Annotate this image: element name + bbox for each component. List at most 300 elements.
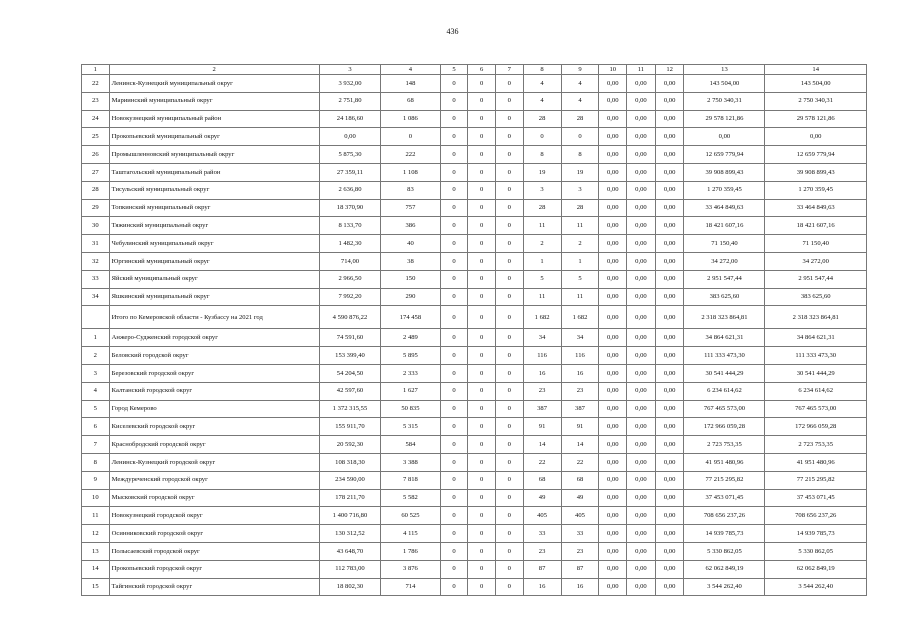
table-cell-col-6: 0 [468, 489, 496, 507]
table-cell-col-8: 1 [523, 252, 561, 270]
table-cell-col-3: 4 590 876,22 [319, 306, 380, 329]
table-cell-col-8: 14 [523, 436, 561, 454]
table-cell-col-2: Тайгинский городской округ [109, 578, 319, 596]
table-cell-col-2: Тисульский муниципальный округ [109, 181, 319, 199]
table-cell-col-10: 0,00 [599, 560, 627, 578]
table-cell-col-8: 405 [523, 507, 561, 525]
table-row [82, 418, 867, 436]
table-cell-col-5: 0 [440, 306, 468, 329]
table-cell-col-7: 0 [495, 400, 523, 418]
table-cell-col-13: 14 939 785,73 [684, 525, 765, 543]
table-cell-col-7: 0 [495, 364, 523, 382]
table-cell-col-9: 1 [561, 252, 599, 270]
table-cell-col-4: 584 [381, 436, 440, 454]
table-cell-col-10: 0,00 [599, 163, 627, 181]
table-cell-col-7: 0 [495, 525, 523, 543]
data-table [81, 64, 867, 596]
table-cell-col-4: 714 [381, 578, 440, 596]
table-cell-col-4: 4 [381, 65, 440, 75]
table-cell-col-13: 2 750 340,31 [684, 92, 765, 110]
table-cell-col-13: 33 464 849,63 [684, 199, 765, 217]
table-cell-col-5: 0 [440, 128, 468, 146]
table-cell-col-14: 34 864 621,31 [765, 329, 867, 347]
table-cell-col-10: 0,00 [599, 329, 627, 347]
table-cell-col-14: 111 333 473,30 [765, 347, 867, 365]
table-cell-col-10: 0,00 [599, 578, 627, 596]
table-cell-col-10: 0,00 [599, 288, 627, 306]
table-cell-col-14: 14 [765, 65, 867, 75]
table-cell-col-8: 28 [523, 199, 561, 217]
table-cell-col-2: Краснобродский городской округ [109, 436, 319, 454]
table-cell-col-9: 49 [561, 489, 599, 507]
table-cell-col-10: 0,00 [599, 507, 627, 525]
page-number: 436 [446, 27, 459, 36]
table-cell-col-4: 5 895 [381, 347, 440, 365]
table-cell-col-12: 0,00 [655, 288, 684, 306]
table-cell-col-14: 5 330 862,05 [765, 542, 867, 560]
table-cell-col-14: 29 578 121,86 [765, 110, 867, 128]
table-cell-col-3: 155 911,70 [319, 418, 380, 436]
table-row [82, 329, 867, 347]
table-cell-col-2: Тяжинский муниципальный округ [109, 217, 319, 235]
table-cell-col-5: 0 [440, 347, 468, 365]
table-cell-col-5: 0 [440, 525, 468, 543]
table-cell-col-14: 0,00 [765, 128, 867, 146]
table-cell-col-7: 0 [495, 489, 523, 507]
table-cell-col-11: 0,00 [627, 110, 656, 128]
table-cell-col-3: 1 482,30 [319, 235, 380, 253]
table-cell-col-14: 77 215 295,82 [765, 471, 867, 489]
table-cell-col-12: 0,00 [655, 199, 684, 217]
table-cell-col-5: 0 [440, 578, 468, 596]
table-cell-col-13: 71 150,40 [684, 235, 765, 253]
table-cell-col-9: 9 [561, 65, 599, 75]
table-cell-col-8: 11 [523, 217, 561, 235]
table-cell-col-11: 0,00 [627, 235, 656, 253]
table-cell-col-11: 0,00 [627, 329, 656, 347]
table-cell-col-7: 0 [495, 110, 523, 128]
table-cell-col-3: 74 591,60 [319, 329, 380, 347]
table-cell-col-1: 33 [82, 270, 110, 288]
table-row [82, 235, 867, 253]
table-cell-col-14: 708 656 237,26 [765, 507, 867, 525]
table-cell-col-12: 0,00 [655, 382, 684, 400]
table-row [82, 270, 867, 288]
table-cell-col-7: 0 [495, 163, 523, 181]
table-cell-col-3: 1 400 716,80 [319, 507, 380, 525]
table-cell-col-9: 19 [561, 163, 599, 181]
table-cell-col-11: 0,00 [627, 270, 656, 288]
table-cell-col-2: Междуреченский городской округ [109, 471, 319, 489]
table-row [82, 288, 867, 306]
table-cell-col-11: 0,00 [627, 525, 656, 543]
table-cell-col-14: 41 951 480,96 [765, 453, 867, 471]
table-cell-col-13: 39 908 899,43 [684, 163, 765, 181]
table-cell-col-12: 0,00 [655, 400, 684, 418]
table-cell-col-5: 0 [440, 110, 468, 128]
table-cell-col-1: 1 [82, 65, 110, 75]
table-cell-col-13: 383 625,60 [684, 288, 765, 306]
table-cell-col-1: 27 [82, 163, 110, 181]
table-cell-col-10: 0,00 [599, 217, 627, 235]
table-cell-col-8: 33 [523, 525, 561, 543]
table-row [82, 436, 867, 454]
table-cell-col-5: 0 [440, 471, 468, 489]
table-cell-col-10: 0,00 [599, 75, 627, 93]
table-cell-col-4: 1 108 [381, 163, 440, 181]
table-cell-col-8: 8 [523, 146, 561, 164]
table-cell-col-4: 60 525 [381, 507, 440, 525]
table-cell-col-3: 43 648,70 [319, 542, 380, 560]
table-cell-col-2: Прокопьевский муниципальный округ [109, 128, 319, 146]
table-cell-col-12: 0,00 [655, 270, 684, 288]
table-cell-col-14: 172 966 059,28 [765, 418, 867, 436]
table-cell-col-11: 0,00 [627, 453, 656, 471]
table-cell-col-8: 4 [523, 92, 561, 110]
table-cell-col-6: 0 [468, 181, 496, 199]
table-cell-col-5: 0 [440, 489, 468, 507]
table-cell-col-9: 14 [561, 436, 599, 454]
table-cell-col-7: 0 [495, 436, 523, 454]
table-cell-col-9: 28 [561, 110, 599, 128]
table-cell-col-12: 0,00 [655, 235, 684, 253]
table-cell-col-9: 91 [561, 418, 599, 436]
table-cell-col-13: 2 951 547,44 [684, 270, 765, 288]
table-cell-col-13: 18 421 607,16 [684, 217, 765, 235]
table-cell-col-14: 34 272,00 [765, 252, 867, 270]
table-cell-col-5: 0 [440, 364, 468, 382]
table-cell-col-12: 0,00 [655, 436, 684, 454]
table-cell-col-2: Анжеро-Судженский городской округ [109, 329, 319, 347]
table-row [82, 382, 867, 400]
table-cell-col-10: 0,00 [599, 252, 627, 270]
table-cell-col-11: 0,00 [627, 306, 656, 329]
table-cell-col-1: 12 [82, 525, 110, 543]
table-cell-col-8: 34 [523, 329, 561, 347]
table-cell-col-10: 10 [599, 65, 627, 75]
table-cell-col-8: 87 [523, 560, 561, 578]
table-cell-col-4: 3 388 [381, 453, 440, 471]
table-cell-col-14: 2 723 753,35 [765, 436, 867, 454]
table-cell-col-9: 3 [561, 181, 599, 199]
table-cell-col-4: 1 786 [381, 542, 440, 560]
table-cell-col-13: 111 333 473,30 [684, 347, 765, 365]
table-cell-col-9: 5 [561, 270, 599, 288]
table-cell-col-13: 1 270 359,45 [684, 181, 765, 199]
table-cell-col-10: 0,00 [599, 436, 627, 454]
table-cell-col-14: 383 625,60 [765, 288, 867, 306]
table-row [82, 181, 867, 199]
table-cell-col-1: 5 [82, 400, 110, 418]
table-cell-col-1: 9 [82, 471, 110, 489]
table-cell-col-2: Яшкинский муниципальный округ [109, 288, 319, 306]
table-cell-col-7: 7 [495, 65, 523, 75]
table-cell-col-2: Полысаевский городской округ [109, 542, 319, 560]
table-cell-col-14: 2 750 340,31 [765, 92, 867, 110]
table-cell-col-4: 7 818 [381, 471, 440, 489]
table-cell-col-5: 0 [440, 507, 468, 525]
table-cell-col-8: 22 [523, 453, 561, 471]
table-cell-col-9: 1 682 [561, 306, 599, 329]
table-cell-col-11: 0,00 [627, 489, 656, 507]
table-cell-col-1: 14 [82, 560, 110, 578]
table-cell-col-2: Калтанский городской округ [109, 382, 319, 400]
table-cell-col-10: 0,00 [599, 453, 627, 471]
table-cell-col-6: 0 [468, 217, 496, 235]
table-cell-col-13: 34 864 621,31 [684, 329, 765, 347]
table-cell-col-8: 2 [523, 235, 561, 253]
table-cell-col-9: 22 [561, 453, 599, 471]
table-cell-col-6: 0 [468, 364, 496, 382]
table-cell-col-11: 0,00 [627, 146, 656, 164]
table-cell-col-2: Ленинск-Кузнецкий городской округ [109, 453, 319, 471]
table-cell-col-4: 2 489 [381, 329, 440, 347]
table-cell-col-9: 34 [561, 329, 599, 347]
table-cell-col-2: Осинниковский городской округ [109, 525, 319, 543]
table-cell-col-7: 0 [495, 418, 523, 436]
table-row [82, 507, 867, 525]
table-cell-col-10: 0,00 [599, 471, 627, 489]
table-cell-col-1: 28 [82, 181, 110, 199]
table-cell-col-1: 30 [82, 217, 110, 235]
table-cell-col-1: 32 [82, 252, 110, 270]
table-cell-col-3: 108 318,30 [319, 453, 380, 471]
table-cell-col-14: 143 504,00 [765, 75, 867, 93]
table-cell-col-5: 0 [440, 418, 468, 436]
table-cell-col-3: 0,00 [319, 128, 380, 146]
table-cell-col-12: 0,00 [655, 578, 684, 596]
table-cell-col-10: 0,00 [599, 128, 627, 146]
table-cell-col-3: 112 783,00 [319, 560, 380, 578]
table-cell-col-13: 172 966 059,28 [684, 418, 765, 436]
table-cell-col-12: 0,00 [655, 507, 684, 525]
table-cell-col-4: 50 835 [381, 400, 440, 418]
table-cell-col-4: 0 [381, 128, 440, 146]
table-cell-col-5: 0 [440, 436, 468, 454]
table-cell-col-3: 18 802,30 [319, 578, 380, 596]
table-cell-col-8: 23 [523, 382, 561, 400]
table-row [82, 252, 867, 270]
table-cell-col-14: 62 062 849,19 [765, 560, 867, 578]
table-cell-col-7: 0 [495, 306, 523, 329]
table-cell-col-4: 222 [381, 146, 440, 164]
table-cell-col-14: 71 150,40 [765, 235, 867, 253]
table-cell-col-4: 5 582 [381, 489, 440, 507]
table-cell-col-7: 0 [495, 382, 523, 400]
table-cell-col-10: 0,00 [599, 181, 627, 199]
table-cell-col-6: 0 [468, 471, 496, 489]
table-cell-col-14: 18 421 607,16 [765, 217, 867, 235]
table-cell-col-6: 0 [468, 542, 496, 560]
table-cell-col-13: 41 951 480,96 [684, 453, 765, 471]
table-cell-col-9: 0 [561, 128, 599, 146]
table-cell-col-11: 0,00 [627, 542, 656, 560]
table-cell-col-1: 34 [82, 288, 110, 306]
table-cell-col-3: 714,00 [319, 252, 380, 270]
table-cell-col-3: 3 932,00 [319, 75, 380, 93]
table-cell-col-12: 0,00 [655, 418, 684, 436]
table-cell-col-4: 40 [381, 235, 440, 253]
table-cell-col-12: 0,00 [655, 181, 684, 199]
table-cell-col-4: 83 [381, 181, 440, 199]
table-cell-col-4: 5 315 [381, 418, 440, 436]
table-cell-col-7: 0 [495, 270, 523, 288]
table-cell-col-1: 31 [82, 235, 110, 253]
table-cell-col-5: 0 [440, 382, 468, 400]
table-row [82, 525, 867, 543]
table-cell-col-14: 1 270 359,45 [765, 181, 867, 199]
table-cell-col-12: 0,00 [655, 489, 684, 507]
table-cell-col-7: 0 [495, 542, 523, 560]
table-cell-col-3: 2 966,50 [319, 270, 380, 288]
table-cell-col-13: 3 544 262,40 [684, 578, 765, 596]
table-cell-col-12: 0,00 [655, 453, 684, 471]
table-cell-col-5: 0 [440, 146, 468, 164]
table-cell-col-12: 0,00 [655, 525, 684, 543]
table-row [82, 542, 867, 560]
table-cell-col-9: 116 [561, 347, 599, 365]
table-row [82, 578, 867, 596]
table-cell-col-7: 0 [495, 199, 523, 217]
table-cell-col-13: 5 330 862,05 [684, 542, 765, 560]
table-cell-col-6: 0 [468, 453, 496, 471]
table-cell-col-1: 1 [82, 329, 110, 347]
table-cell-col-12: 0,00 [655, 347, 684, 365]
table-cell-col-5: 0 [440, 453, 468, 471]
table-cell-col-4: 757 [381, 199, 440, 217]
table-cell-col-10: 0,00 [599, 489, 627, 507]
table-cell-col-6: 0 [468, 507, 496, 525]
table-row [82, 163, 867, 181]
table-cell-col-14: 39 908 899,43 [765, 163, 867, 181]
table-cell-col-2: Юргинский муниципальный округ [109, 252, 319, 270]
table-cell-col-6: 0 [468, 288, 496, 306]
table-cell-col-6: 0 [468, 270, 496, 288]
table-cell-col-13: 6 234 614,62 [684, 382, 765, 400]
table-cell-col-8: 19 [523, 163, 561, 181]
table-cell-col-3: 27 359,11 [319, 163, 380, 181]
table-cell-col-4: 68 [381, 92, 440, 110]
table-cell-col-5: 5 [440, 65, 468, 75]
table-cell-col-1: 8 [82, 453, 110, 471]
table-cell-col-8: 8 [523, 65, 561, 75]
table-cell-col-14: 767 465 573,00 [765, 400, 867, 418]
table-cell-col-1: 26 [82, 146, 110, 164]
table-cell-col-6: 0 [468, 199, 496, 217]
table-cell-col-2: Город Кемерово [109, 400, 319, 418]
table-cell-col-6: 6 [468, 65, 496, 75]
table-cell-col-12: 0,00 [655, 364, 684, 382]
table-cell-col-1: 25 [82, 128, 110, 146]
table-cell-col-5: 0 [440, 270, 468, 288]
table-cell-col-12: 0,00 [655, 217, 684, 235]
table-cell-col-3: 20 592,30 [319, 436, 380, 454]
table-cell-col-9: 405 [561, 507, 599, 525]
table-row [82, 92, 867, 110]
table-cell-col-7: 0 [495, 347, 523, 365]
table-row [82, 128, 867, 146]
table-cell-col-11: 0,00 [627, 252, 656, 270]
table-cell-col-13: 34 272,00 [684, 252, 765, 270]
table-cell-col-6: 0 [468, 400, 496, 418]
table-cell-col-6: 0 [468, 436, 496, 454]
table-cell-col-13: 143 504,00 [684, 75, 765, 93]
table-cell-col-3: 3 [319, 65, 380, 75]
table-cell-col-3: 2 636,80 [319, 181, 380, 199]
table-cell-col-12: 0,00 [655, 306, 684, 329]
table-cell-col-2: Беловский городской округ [109, 347, 319, 365]
table-cell-col-2: Киселевский городской округ [109, 418, 319, 436]
table-cell-col-1: 3 [82, 364, 110, 382]
table-cell-col-1: 11 [82, 507, 110, 525]
table-cell-col-4: 150 [381, 270, 440, 288]
table-row [82, 75, 867, 93]
table-cell-col-8: 3 [523, 181, 561, 199]
table-cell-col-7: 0 [495, 75, 523, 93]
table-cell-col-12: 0,00 [655, 128, 684, 146]
table-row [82, 364, 867, 382]
table-cell-col-3: 153 399,40 [319, 347, 380, 365]
table-cell-col-11: 0,00 [627, 471, 656, 489]
table-cell-col-7: 0 [495, 92, 523, 110]
table-row [82, 489, 867, 507]
table-cell-col-6: 0 [468, 578, 496, 596]
table-cell-col-13: 0,00 [684, 128, 765, 146]
table-cell-col-6: 0 [468, 110, 496, 128]
table-cell-col-10: 0,00 [599, 364, 627, 382]
table-row [82, 217, 867, 235]
table-cell-col-13: 77 215 295,82 [684, 471, 765, 489]
table-cell-col-1: 15 [82, 578, 110, 596]
table-cell-col-12: 0,00 [655, 560, 684, 578]
table-cell-col-5: 0 [440, 217, 468, 235]
table-cell-col-5: 0 [440, 252, 468, 270]
table-cell-col-2: Чебулинский муниципальный округ [109, 235, 319, 253]
table-cell-col-8: 0 [523, 128, 561, 146]
table-cell-col-7: 0 [495, 471, 523, 489]
table-cell-col-4: 2 333 [381, 364, 440, 382]
table-cell-col-2: Промышленновский муниципальный округ [109, 146, 319, 164]
table-cell-col-1 [82, 306, 110, 329]
table-cell-col-13: 767 465 573,00 [684, 400, 765, 418]
table-cell-col-13: 30 541 444,29 [684, 364, 765, 382]
table-cell-col-2: Новокузнецкий городской округ [109, 507, 319, 525]
table-cell-col-14: 30 541 444,29 [765, 364, 867, 382]
table-cell-col-11: 0,00 [627, 507, 656, 525]
table-cell-col-9: 33 [561, 525, 599, 543]
table-cell-col-10: 0,00 [599, 418, 627, 436]
table-cell-col-9: 16 [561, 364, 599, 382]
table-cell-col-5: 0 [440, 235, 468, 253]
table-cell-col-7: 0 [495, 181, 523, 199]
table-cell-col-2: Березовский городской округ [109, 364, 319, 382]
table-cell-col-8: 116 [523, 347, 561, 365]
table-cell-col-11: 0,00 [627, 199, 656, 217]
table-cell-col-7: 0 [495, 288, 523, 306]
table-cell-col-13: 12 659 779,94 [684, 146, 765, 164]
table-cell-col-2: Итого по Кемеровской области - Кузбассу на 2021 год [109, 306, 319, 329]
table-cell-col-3: 42 597,60 [319, 382, 380, 400]
table-cell-col-6: 0 [468, 163, 496, 181]
table-cell-col-5: 0 [440, 199, 468, 217]
table-cell-col-7: 0 [495, 578, 523, 596]
table-cell-col-3: 5 875,30 [319, 146, 380, 164]
table-cell-col-12: 0,00 [655, 146, 684, 164]
table-cell-col-6: 0 [468, 382, 496, 400]
table-cell-col-10: 0,00 [599, 235, 627, 253]
table-cell-col-9: 28 [561, 199, 599, 217]
table-cell-col-13: 29 578 121,86 [684, 110, 765, 128]
